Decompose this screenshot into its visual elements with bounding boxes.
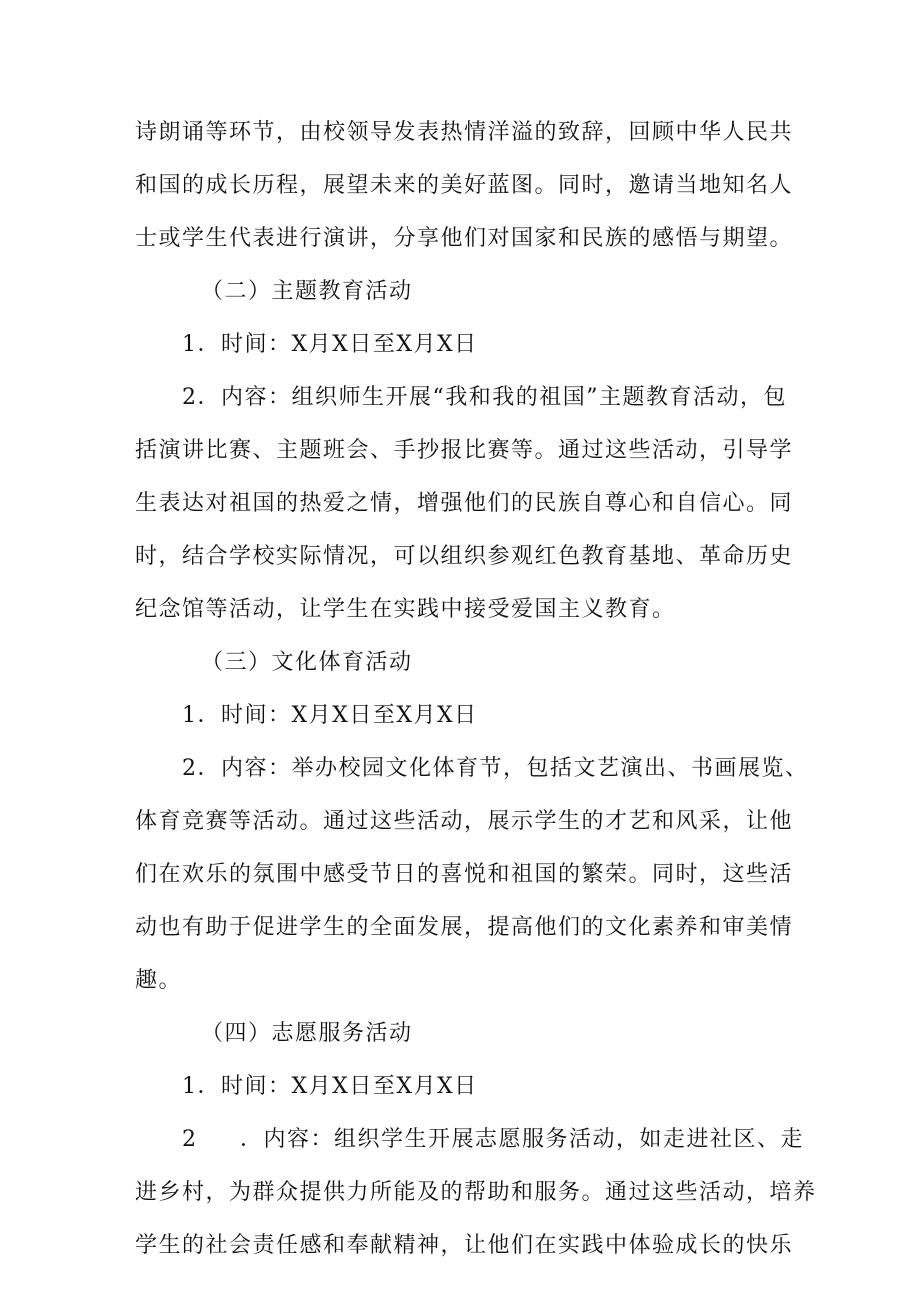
time-line: 1．时间：X月X日至X月X日 bbox=[182, 332, 478, 357]
section-heading-3: （三）文化体育活动 bbox=[201, 650, 413, 675]
content-line: 2．内容：组织师生开展“我和我的祖国”主题教育活动，包 bbox=[182, 385, 787, 410]
paragraph-line: 学生的社会责任感和奉献精神，让他们在实践中体验成长的快乐 bbox=[135, 1233, 794, 1258]
paragraph-line: 趣。 bbox=[135, 968, 183, 993]
paragraph-line: 括演讲比赛、主题班会、手抄报比赛等。通过这些活动，引导学 bbox=[135, 438, 794, 463]
item-number: 2 bbox=[182, 1127, 198, 1152]
document-body bbox=[135, 106, 817, 1272]
paragraph-line: 们在欢乐的氛围中感受节日的喜悦和祖国的繁荣。同时，这些活 bbox=[135, 862, 794, 887]
paragraph-line: 纪念馆等活动，让学生在实践中接受爱国主义教育。 bbox=[135, 597, 676, 622]
paragraph-line: 生表达对祖国的热爱之情，增强他们的民族自尊心和自信心。同 bbox=[135, 491, 794, 516]
time-line: 1．时间：X月X日至X月X日 bbox=[182, 1074, 478, 1099]
paragraph-line: 和国的成长历程，展望未来的美好蓝图。同时，邀请当地知名人 bbox=[135, 173, 794, 198]
content-text: ．内容：组织学生开展志愿服务活动，如走进社区、走 bbox=[240, 1127, 805, 1152]
content-line bbox=[135, 1113, 805, 1166]
paragraph-line: 诗朗诵等环节，由校领导发表热情洋溢的致辞，回顾中华人民共 bbox=[135, 120, 794, 145]
paragraph-line: 士或学生代表进行演讲，分享他们对国家和民族的感悟与期望。 bbox=[135, 226, 794, 251]
content-line: 2．内容：举办校园文化体育节，包括文艺演出、书画展览、 bbox=[182, 756, 809, 781]
section-heading-2: （二）主题教育活动 bbox=[201, 279, 413, 304]
section-heading-4: （四）志愿服务活动 bbox=[201, 1021, 413, 1046]
paragraph-line: 体育竞赛等活动。通过这些活动，展示学生的才艺和风采，让他 bbox=[135, 809, 794, 834]
paragraph-line: 时，结合学校实际情况，可以组织参观红色教育基地、革命历史 bbox=[135, 544, 794, 569]
paragraph-line: 进乡村，为群众提供力所能及的帮助和服务。通过这些活动，培养 bbox=[135, 1180, 817, 1205]
paragraph-line: 动也有助于促进学生的全面发展，提高他们的文化素养和审美情 bbox=[135, 915, 794, 940]
time-line: 1．时间：X月X日至X月X日 bbox=[182, 703, 478, 728]
